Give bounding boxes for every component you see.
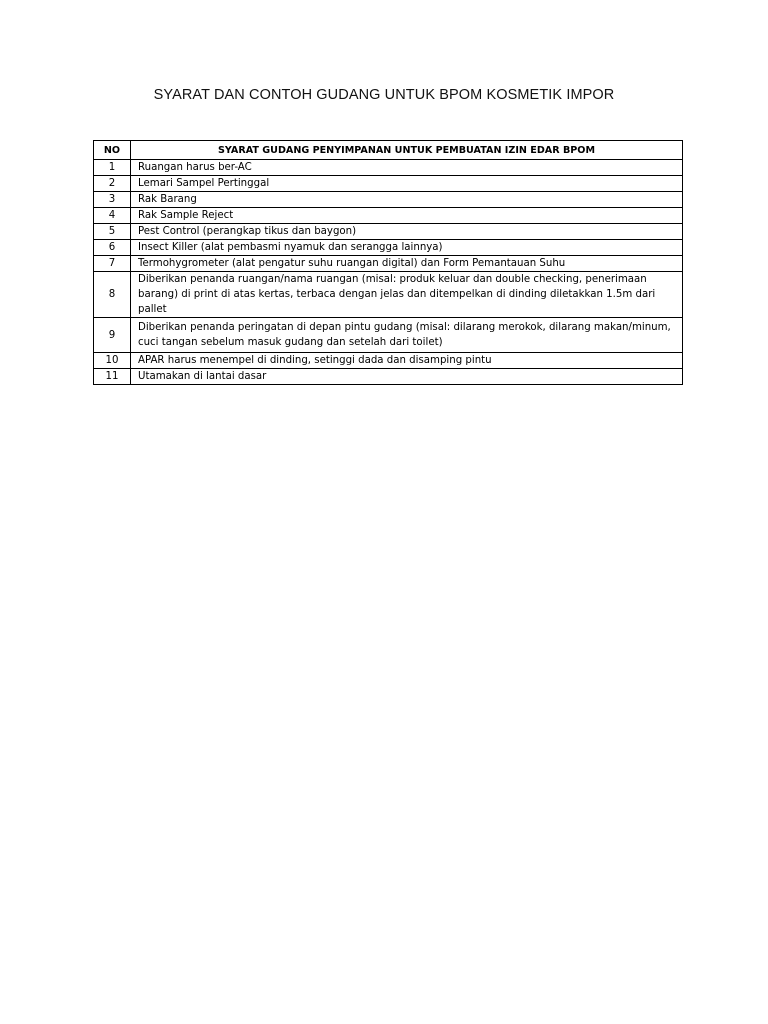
table-row	[94, 256, 683, 272]
document-title: SYARAT DAN CONTOH GUDANG UNTUK BPOM KOSMETIK IMPOR	[153, 87, 615, 103]
table-row	[94, 272, 683, 318]
row-requirement: Lemari Sampel Pertinggal	[131, 176, 683, 192]
row-number: 4	[94, 208, 131, 224]
row-requirement: Utamakan di lantai dasar	[131, 369, 683, 385]
row-number: 2	[94, 176, 131, 192]
table-row	[94, 369, 683, 385]
requirements-table	[93, 140, 683, 385]
row-number: 8	[94, 272, 131, 318]
row-number: 1	[94, 160, 131, 176]
row-number: 3	[94, 192, 131, 208]
table-row	[94, 224, 683, 240]
row-requirement: APAR harus menempel di dinding, setinggi dada dan disamping pintu	[131, 353, 683, 369]
row-number: 11	[94, 369, 131, 385]
row-number: 6	[94, 240, 131, 256]
table-header-row	[94, 141, 683, 160]
table-row	[94, 192, 683, 208]
column-header-no: NO	[94, 141, 131, 160]
row-requirement: Termohygrometer (alat pengatur suhu ruangan digital) dan Form Pemantauan Suhu	[131, 256, 683, 272]
row-requirement: Diberikan penanda ruangan/nama ruangan (misal: produk keluar dan double checking, penerimaan barang) di print di atas kertas, terbaca dengan jelas dan ditempelkan di dinding diletakkan 1.5m dari pallet	[131, 272, 683, 318]
row-requirement: Rak Sample Reject	[131, 208, 683, 224]
table-row	[94, 176, 683, 192]
table-row	[94, 318, 683, 353]
column-header-requirement: SYARAT GUDANG PENYIMPANAN UNTUK PEMBUATAN IZIN EDAR BPOM	[131, 141, 683, 160]
row-requirement: Diberikan penanda peringatan di depan pintu gudang (misal: dilarang merokok, dilarang makan/minum, cuci tangan sebelum masuk gudang dan setelah dari toilet)	[131, 318, 683, 353]
row-requirement: Rak Barang	[131, 192, 683, 208]
table-row	[94, 208, 683, 224]
row-requirement: Pest Control (perangkap tikus dan baygon)	[131, 224, 683, 240]
table-row	[94, 353, 683, 369]
row-requirement: Ruangan harus ber-AC	[131, 160, 683, 176]
row-number: 9	[94, 318, 131, 353]
row-requirement: Insect Killer (alat pembasmi nyamuk dan serangga lainnya)	[131, 240, 683, 256]
row-number: 7	[94, 256, 131, 272]
row-number: 10	[94, 353, 131, 369]
table-row	[94, 240, 683, 256]
row-number: 5	[94, 224, 131, 240]
table-row	[94, 160, 683, 176]
